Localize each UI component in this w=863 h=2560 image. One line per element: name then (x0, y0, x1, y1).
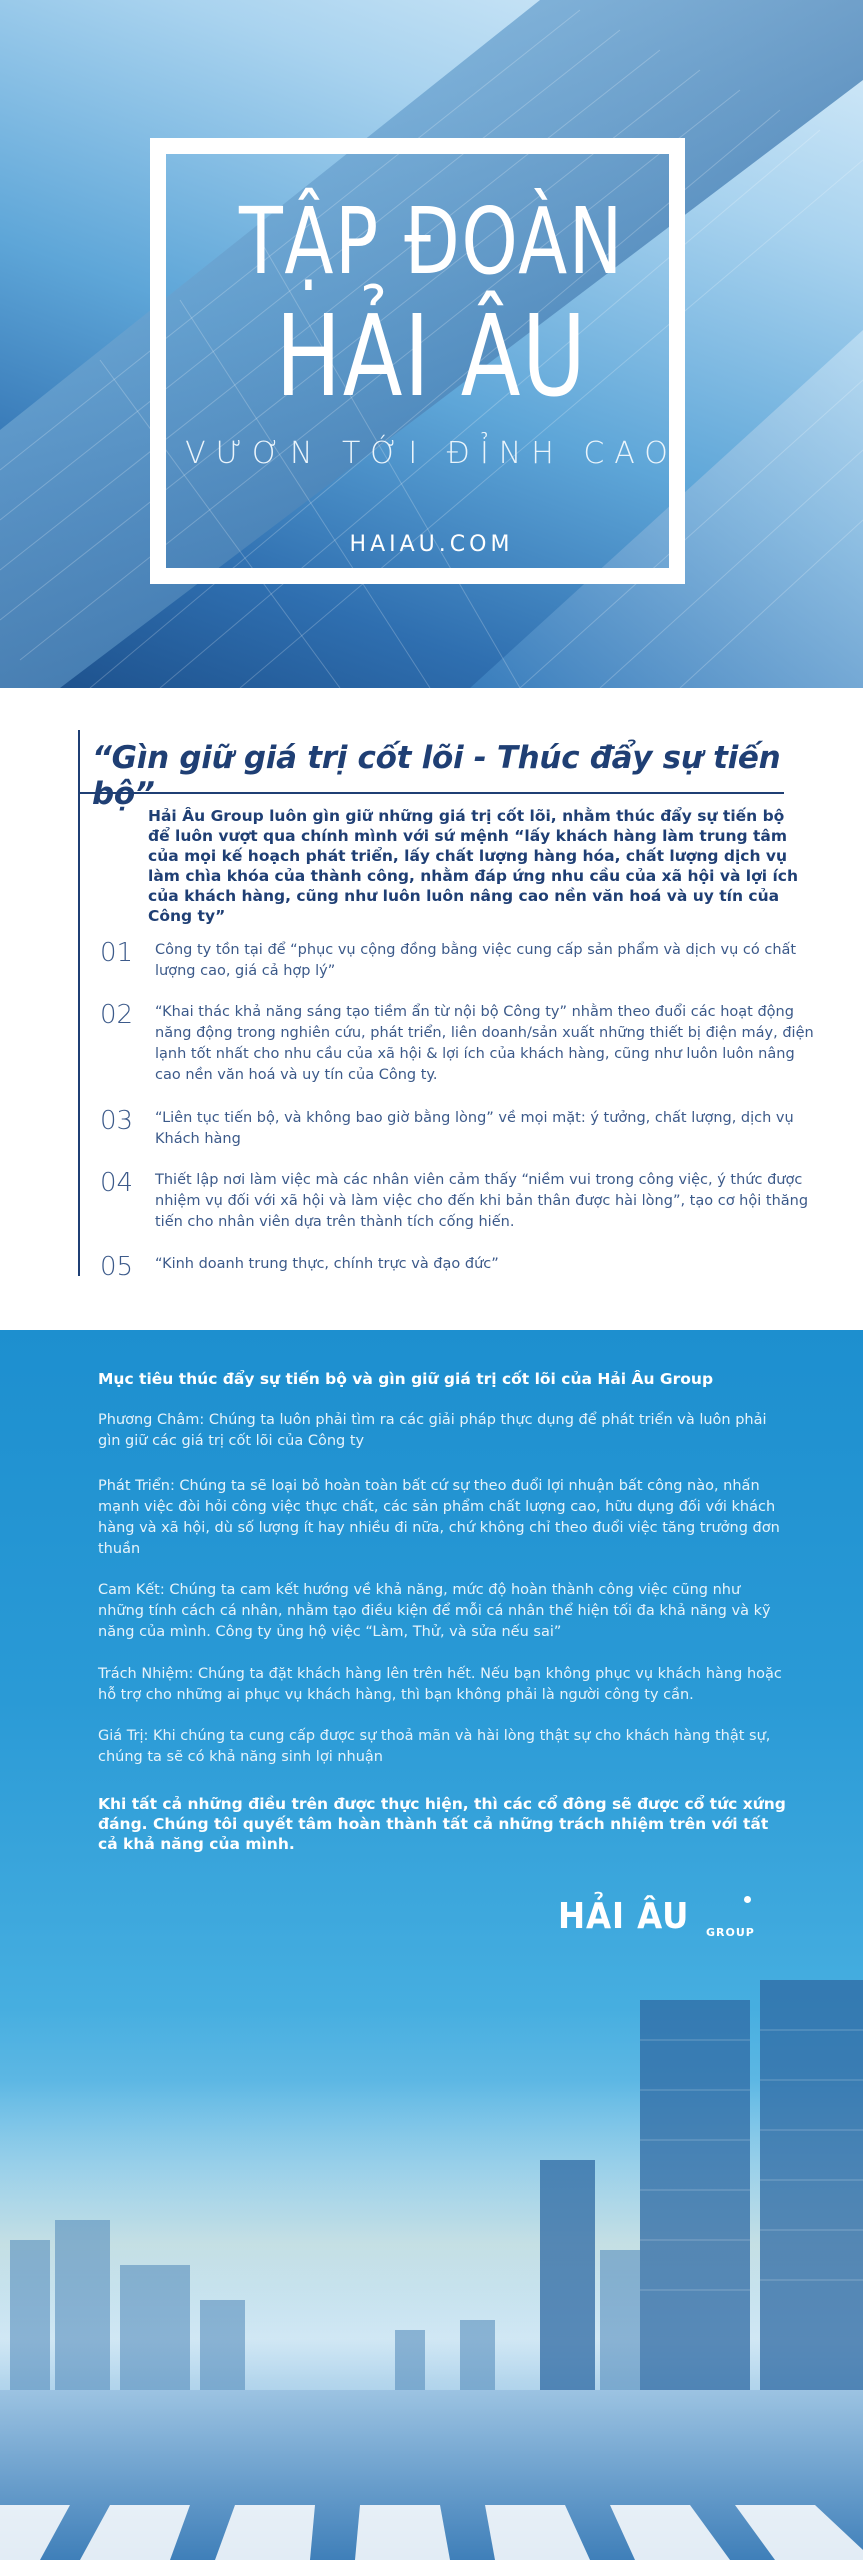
logo-dot-icon (744, 1896, 751, 1903)
value-item-text: “Liên tục tiến bộ, và không bao giờ bằng lòng” về mọi mặt: ý tưởng, chất lượng, dịch vụ Khách hàng (155, 1110, 794, 1147)
hero-tagline: VƯƠN TỚI ĐỈNH CAO (185, 436, 678, 471)
hai-au-group-logo (558, 1896, 758, 1956)
hero-website-link[interactable]: HAIAU.COM (349, 532, 514, 557)
values-quote: “Gìn giữ giá trị cốt lõi - Thúc đẩy sự tiến bộ” (92, 740, 781, 812)
logo-group-label: GROUP (706, 1926, 755, 1939)
goals-paragraph: Phát Triển: Chúng ta sẽ loại bỏ hoàn toàn bất cứ sự theo đuổi lợi nhuận bất công nào, nhấn mạnh việc đòi hỏi công việc thực chất, các sản phẩm chất lượng cao, hữu dụng đối với khách hàng và xã hội, dù số lượng ít hay nhiều đi nữa, chứ không chỉ theo đuổi việc tăng trưởng đơn thuần (98, 1478, 780, 1557)
goals-title: Mục tiêu thúc đẩy sự tiến bộ và gìn giữ giá trị cốt lõi của Hải Âu Group (98, 1370, 714, 1388)
hero-title-line1: TẬP ĐOÀN (238, 188, 625, 295)
value-item-number: 01 (100, 938, 134, 968)
value-item-text: “Khai thác khả năng sáng tạo tiềm ẩn từ nội bộ Công ty” nhằm theo đuổi các hoạt động năng động trong nghiên cứu, phát triển, liên doanh/sản xuất những thiết bị điện máy, điện lạnh tốt nhất cho nhu cầu của xã hội & lợi ích của khách hàng, cũng như luôn luôn nâng cao nền văn hoá và uy tín của Công ty. (155, 1004, 814, 1083)
goals-closing: Khi tất cả những điều trên được thực hiện, thì các cổ đông sẽ được cổ tức xứng đáng. Chúng tôi quyết tâm hoàn thành tất cả những trách nhiệm trên với tất cả khả năng của mình. (98, 1795, 786, 1853)
value-item-number: 03 (100, 1106, 134, 1136)
goals-section (0, 1330, 863, 2560)
logo-name: HẢI ÂU (558, 1896, 690, 1937)
mission-statement: Hải Âu Group luôn gìn giữ những giá trị cốt lõi, nhằm thúc đẩy sự tiến bộ để luôn vượt qua chính mình với sứ mệnh “lấy khách hàng làm trung tâm của mọi kế hoạch phát triển, lấy chất lượng hàng hóa, chất lượng dịch vụ làm chìa khóa của thành công, nhằm đáp ứng nhu cầu của xã hội và lợi ích của khách hàng, cũng như luôn luôn nâng cao nền văn hoá và uy tín của Công ty” (148, 807, 799, 925)
hero-banner (0, 0, 863, 688)
value-item-text: Thiết lập nơi làm việc mà các nhân viên cảm thấy “niềm vui trong công việc, ý thức được nhiệm vụ đối với xã hội và làm việc cho đến khi bản thân được hài lòng”, tạo cơ hội thăng tiến cho nhân viên dựa trên thành tích cống hiến. (155, 1172, 809, 1230)
value-item-text: “Kinh doanh trung thực, chính trực và đạo đức” (155, 1256, 499, 1272)
goals-paragraph: Cam Kết: Chúng ta cam kết hướng về khả năng, mức độ hoàn thành công việc cũng như những tính cách cá nhân, nhằm tạo điều kiện để mỗi cá nhân thể hiện tối đa khả năng và kỹ năng của mình. Công ty ủng hộ việc “Làm, Thử, và sửa nếu sai” (98, 1582, 771, 1640)
goals-paragraph: Giá Trị: Khi chúng ta cung cấp được sự thoả mãn và hài lòng thật sự cho khách hàng thật sự, chúng ta sẽ có khả năng sinh lợi nhuận (98, 1728, 771, 1765)
value-item-text: Công ty tồn tại để “phục vụ cộng đồng bằng việc cung cấp sản phẩm và dịch vụ có chất lượng cao, giá cả hợp lý” (155, 942, 797, 979)
hero-title-line2: HẢI ÂU (275, 292, 588, 422)
core-values-section (0, 688, 863, 1330)
goals-paragraph: Trách Nhiệm: Chúng ta đặt khách hàng lên trên hết. Nếu bạn không phục vụ khách hàng hoặc hỗ trợ cho những ai phục vụ khách hàng, thì bạn không phải là người công ty cần. (98, 1666, 782, 1703)
value-item-number: 05 (100, 1252, 134, 1282)
value-item-number: 02 (100, 1000, 134, 1030)
goals-paragraph: Phương Châm: Chúng ta luôn phải tìm ra các giải pháp thực dụng để phát triển và luôn phải gìn giữ các giá trị cốt lõi của Công ty (98, 1412, 767, 1449)
vertical-divider (78, 730, 80, 1276)
value-item-number: 04 (100, 1168, 134, 1198)
city-skyline-illustration (0, 1920, 863, 2560)
